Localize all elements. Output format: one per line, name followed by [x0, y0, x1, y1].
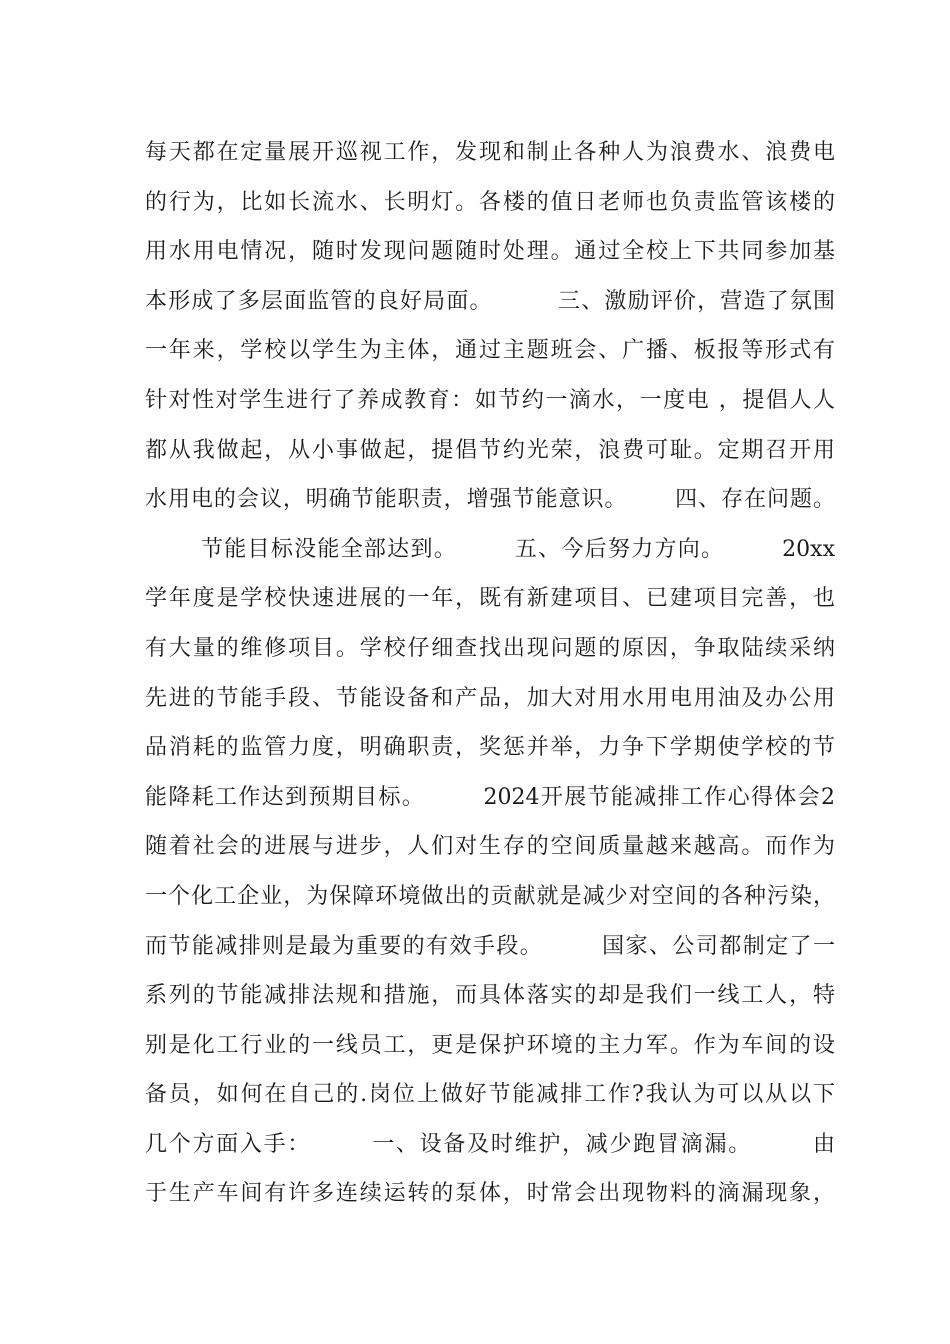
- text-line: 有大量的维修项目。学校仔细查找出现问题的原因，争取陆续采纳: [145, 635, 835, 661]
- text-line: 几个方面入手： 一、设备及时维护，减少跑冒滴漏。 由: [145, 1131, 835, 1157]
- text-line: 的行为，比如长流水、长明灯。各楼的值日老师也负责监管该楼的: [145, 189, 835, 215]
- text-line: 系列的节能减排法规和措施，而具体落实的却是我们一线工人，特: [145, 983, 835, 1009]
- text-line: 节能目标没能全部达到。 五、今后努力方向。 20xx: [201, 536, 835, 562]
- text-line: 水用电的会议，明确节能职责，增强节能意识。 四、存在问题。: [145, 487, 835, 513]
- text-line: 每天都在定量展开巡视工作，发现和制止各种人为浪费水、浪费电: [145, 140, 835, 165]
- text-line: 一年来，学校以学生为主体，通过主题班会、广播、板报等形式有: [145, 338, 835, 364]
- text-line: 本形成了多层面监管的良好局面。 三、激励评价，营造了氛围: [145, 288, 835, 314]
- text-line: 品消耗的监管力度，明确职责，奖惩并举，力争下学期使学校的节: [145, 735, 835, 761]
- text-line: 能降耗工作达到预期目标。 2024开展节能减排工作心得体会2: [145, 784, 835, 810]
- text-line: 针对性对学生进行了养成教育：如节约一滴水，一度电 ，提倡人人: [145, 387, 835, 413]
- text-line: 学年度是学校快速进展的一年，既有新建项目、已建项目完善，也: [145, 586, 835, 612]
- text-line: 备员，如何在自己的.岗位上做好节能减排工作?我认为可以从以下: [145, 1082, 835, 1108]
- text-line: 于生产车间有许多连续运转的泵体，时常会出现物料的滴漏现象，: [145, 1181, 835, 1207]
- text-line: 用水用电情况，随时发现问题随时处理。通过全校上下共同参加基: [145, 239, 835, 265]
- body-text: [145, 128, 835, 1219]
- text-line: 都从我做起，从小事做起，提倡节约光荣，浪费可耻。定期召开用: [145, 437, 835, 463]
- text-line: 别是化工行业的一线员工，更是保护环境的主力军。作为车间的设: [145, 1032, 835, 1058]
- text-line: 随着社会的进展与进步，人们对生存的空间质量越来越高。而作为: [145, 834, 835, 860]
- text-line: 而节能减排则是最为重要的有效手段。 国家、公司都制定了一: [145, 933, 835, 959]
- text-line: 先进的节能手段、节能设备和产品，加大对用水用电用油及办公用: [145, 685, 835, 711]
- text-line: 一个化工企业，为保障环境做出的贡献就是减少对空间的各种污染，: [145, 883, 835, 909]
